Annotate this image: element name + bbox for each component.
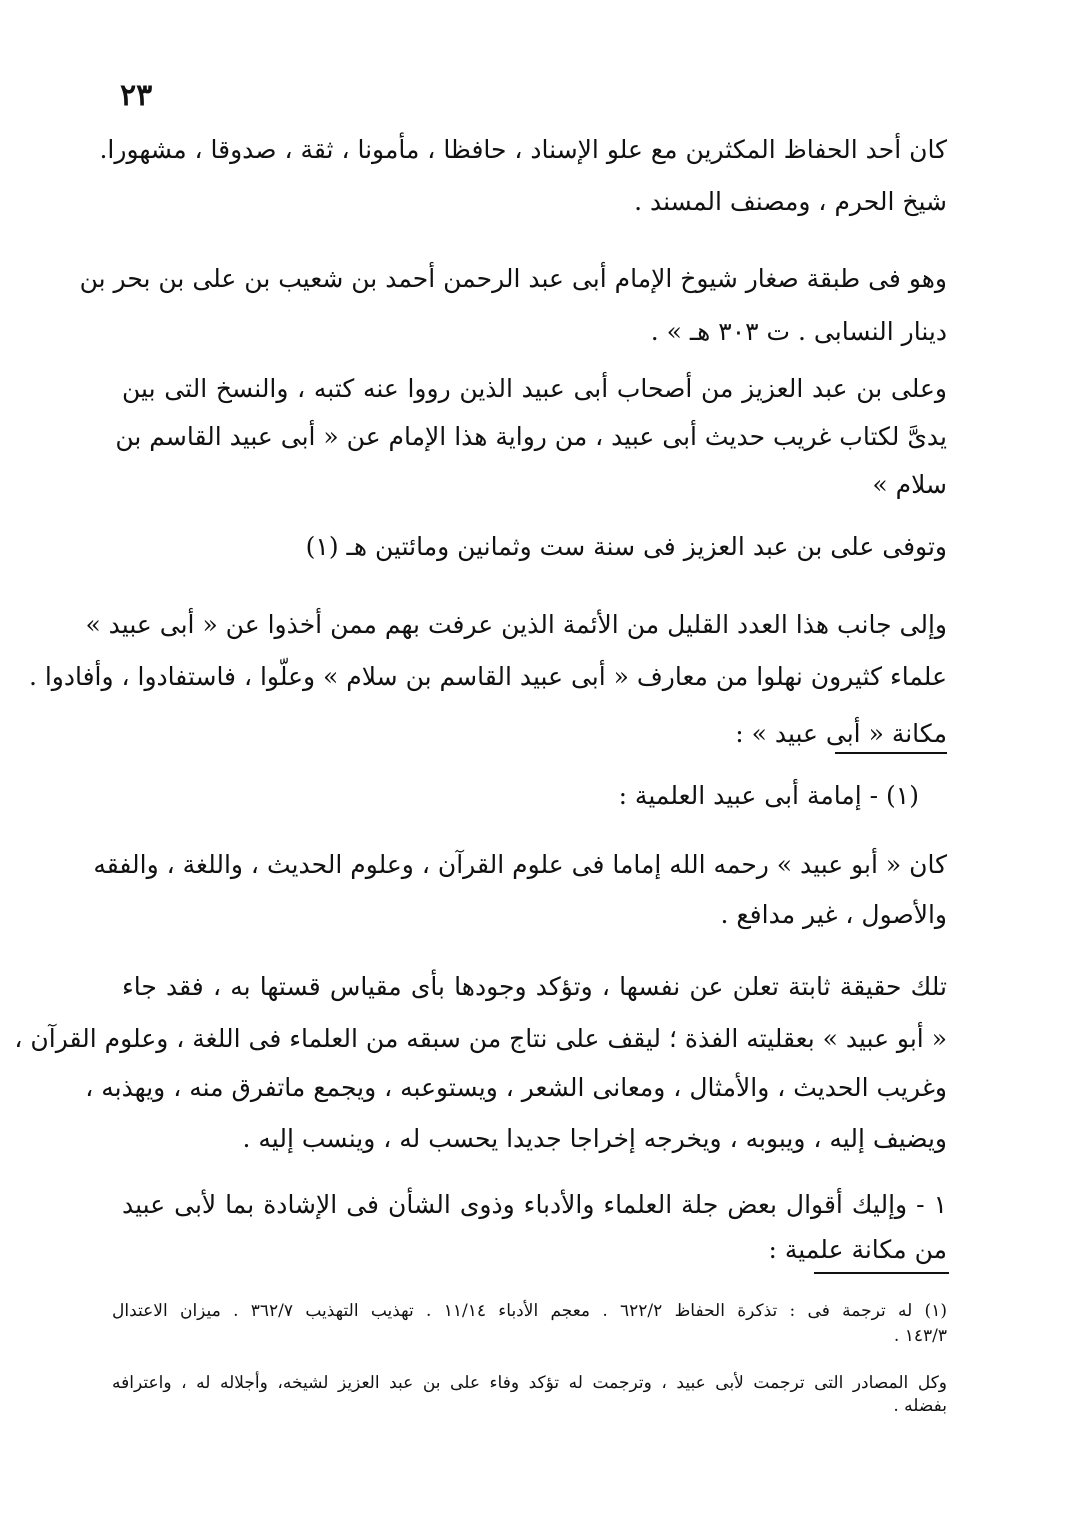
body-line: كان « أبو عبيد » رحمه الله إماما فى علوم القرآن ، وعلوم الحديث ، واللغة ، والفقه bbox=[93, 850, 947, 879]
body-line: وعلى بن عبد العزيز من أصحاب أبى عبيد الذين رووا عنه كتبه ، والنسخ التى بين bbox=[122, 374, 947, 403]
body-line: ١ - وإليك أقوال بعض جلة العلماء والأدباء وذوى الشأن فى الإشادة بما لأبى عبيد bbox=[122, 1190, 947, 1219]
body-line: وهو فى طبقة صغار شيوخ الإمام أبى عبد الرحمن أحمد بن شعيب بن على بن بحر بن bbox=[79, 264, 947, 293]
footnote-divider bbox=[814, 1272, 949, 1274]
body-line: يدىَّ لكتاب غريب حديث أبى عبيد ، من رواية هذا الإمام عن « أبى عبيد القاسم بن bbox=[115, 422, 947, 451]
section-heading: مكانة « أبى عبيد » : bbox=[735, 719, 947, 748]
body-line: من مكانة علمية : bbox=[768, 1235, 947, 1264]
footnote-line: ١٤٣/٣ . bbox=[893, 1326, 947, 1346]
body-line: سلام » bbox=[872, 470, 947, 499]
body-line: « أبو عبيد » بعقليته الفذة ؛ ليقف على نتاج من سبقه من العلماء فى اللغة ، وعلوم القرآن ، bbox=[14, 1024, 947, 1053]
footnote-line: بفضله . bbox=[893, 1396, 947, 1416]
body-line: تلك حقيقة ثابتة تعلن عن نفسها ، وتؤكد وجودها بأى مقياس قستها به ، فقد جاء bbox=[122, 972, 947, 1001]
footnote-line: وكل المصادر التى ترجمت لأبى عبيد ، وترجمت له تؤكد وفاء على بن عبد العزيز لشيخه، وأجلاله له ، واعترافه bbox=[112, 1373, 947, 1393]
page-number: ٢٣ bbox=[120, 78, 153, 113]
heading-underline bbox=[835, 752, 947, 754]
body-line: ويضيف إليه ، ويبوبه ، ويخرجه إخراجا جديدا يحسب له ، وينسب إليه . bbox=[242, 1124, 947, 1153]
body-line: والأصول ، غير مدافع . bbox=[720, 900, 947, 929]
body-line: وتوفى على بن عبد العزيز فى سنة ست وثمانين ومائتين هـ (١) bbox=[305, 532, 947, 561]
footnote-line: (١) له ترجمة فى : تذكرة الحفاظ ٦٢٢/٢ . معجم الأدباء ١١/١٤ . تهذيب التهذيب ٣٦٢/٧ . ميزان الاعتدال bbox=[112, 1301, 947, 1321]
body-line: علماء كثيرون نهلوا من معارف « أبى عبيد القاسم بن سلام » وعلّوا ، فاستفادوا ، وأفادوا . bbox=[28, 662, 947, 691]
body-line: شيخ الحرم ، ومصنف المسند . bbox=[634, 187, 947, 216]
subsection-heading: (١) - إمامة أبى عبيد العلمية : bbox=[618, 781, 919, 810]
body-line: وغريب الحديث ، والأمثال ، ومعانى الشعر ، ويستوعبه ، ويجمع ماتفرق منه ، ويهذبه ، bbox=[85, 1073, 947, 1102]
body-line: كان أحد الحفاظ المكثرين مع علو الإسناد ، حافظا ، مأمونا ، ثقة ، صدوقا ، مشهورا. bbox=[99, 135, 947, 164]
body-line: وإلى جانب هذا العدد القليل من الأئمة الذين عرفت بهم ممن أخذوا عن « أبى عبيد » bbox=[85, 610, 947, 639]
body-line: دينار النسابى . ت ٣٠٣ هـ » . bbox=[650, 317, 947, 346]
